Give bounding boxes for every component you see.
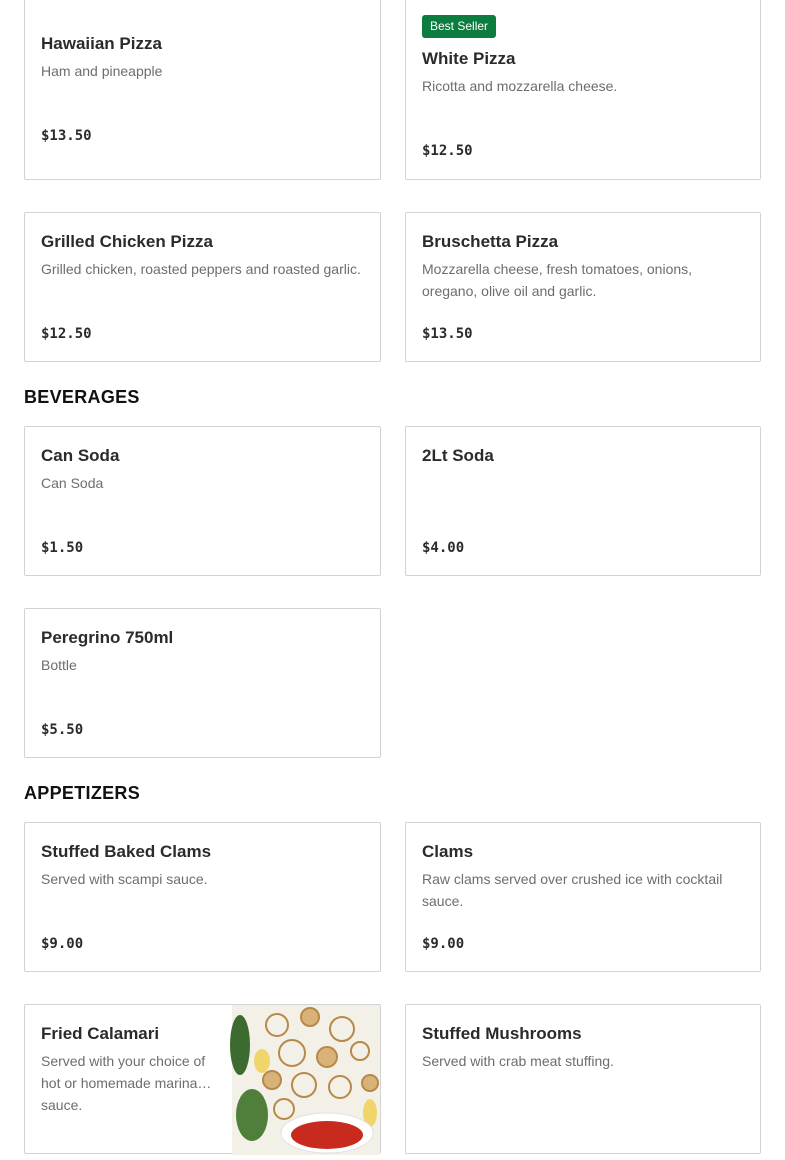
item-description: Served with scampi sauce. xyxy=(41,871,208,887)
item-price: $13.50 xyxy=(41,128,92,144)
item-description: Ham and pineapple xyxy=(41,63,163,79)
item-name: Fried Calamari xyxy=(41,1024,160,1043)
menu-item-peregrino-750ml[interactable] xyxy=(24,608,381,758)
menu-item-fried-calamari[interactable] xyxy=(24,1004,381,1154)
menu-item-stuffed-mushrooms[interactable] xyxy=(405,1004,761,1154)
item-name: Peregrino 750ml xyxy=(41,628,174,647)
item-description: Mozzarella cheese, fresh tomatoes, onions, oregano, olive oil and garlic. xyxy=(422,261,693,299)
item-price: $4.00 xyxy=(422,540,465,556)
section-title-appetizers: APPETIZERS xyxy=(24,783,141,803)
fried-calamari-photo xyxy=(232,1005,380,1153)
item-name: Can Soda xyxy=(41,446,120,465)
section-title-beverages: BEVERAGES xyxy=(24,387,140,407)
item-name: Bruschetta Pizza xyxy=(422,232,559,251)
item-name: Hawaiian Pizza xyxy=(41,34,162,53)
menu-item-white-pizza[interactable] xyxy=(405,0,761,180)
item-name: White Pizza xyxy=(422,49,516,68)
item-description: Bottle xyxy=(41,657,77,673)
item-description: Grilled chicken, roasted peppers and roasted garlic. xyxy=(41,261,361,277)
menu-item-grilled-chicken-pizza[interactable] xyxy=(24,212,381,362)
item-description: Served with crab meat stuffing. xyxy=(422,1053,614,1069)
item-name: 2Lt Soda xyxy=(422,446,494,465)
item-price: $12.50 xyxy=(422,143,473,159)
item-description: Served with your choice of hot or homemade marinara sauce. xyxy=(41,1053,210,1113)
menu-item-clams[interactable] xyxy=(405,822,761,972)
best-seller-badge: Best Seller xyxy=(422,15,496,38)
menu-item-bruschetta-pizza[interactable] xyxy=(405,212,761,362)
item-description: Raw clams served over crushed ice with cocktail sauce. xyxy=(422,871,723,909)
item-description: Ricotta and mozzarella cheese. xyxy=(422,78,618,94)
item-price: $1.50 xyxy=(41,540,84,556)
item-price: $9.00 xyxy=(41,936,84,952)
item-price: $9.00 xyxy=(422,936,465,952)
item-price: $5.50 xyxy=(41,722,84,738)
menu-item-can-soda[interactable] xyxy=(24,426,381,576)
item-description: Can Soda xyxy=(41,475,104,491)
item-price: $12.50 xyxy=(41,326,92,342)
menu-item-hawaiian-pizza[interactable] xyxy=(24,0,381,180)
menu-item-stuffed-baked-clams[interactable] xyxy=(24,822,381,972)
item-name: Stuffed Baked Clams xyxy=(41,842,212,861)
item-name: Stuffed Mushrooms xyxy=(422,1024,582,1043)
menu-item-2lt-soda[interactable] xyxy=(405,426,761,576)
item-name: Grilled Chicken Pizza xyxy=(41,232,213,251)
item-price: $13.50 xyxy=(422,326,473,342)
item-name: Clams xyxy=(422,842,474,861)
